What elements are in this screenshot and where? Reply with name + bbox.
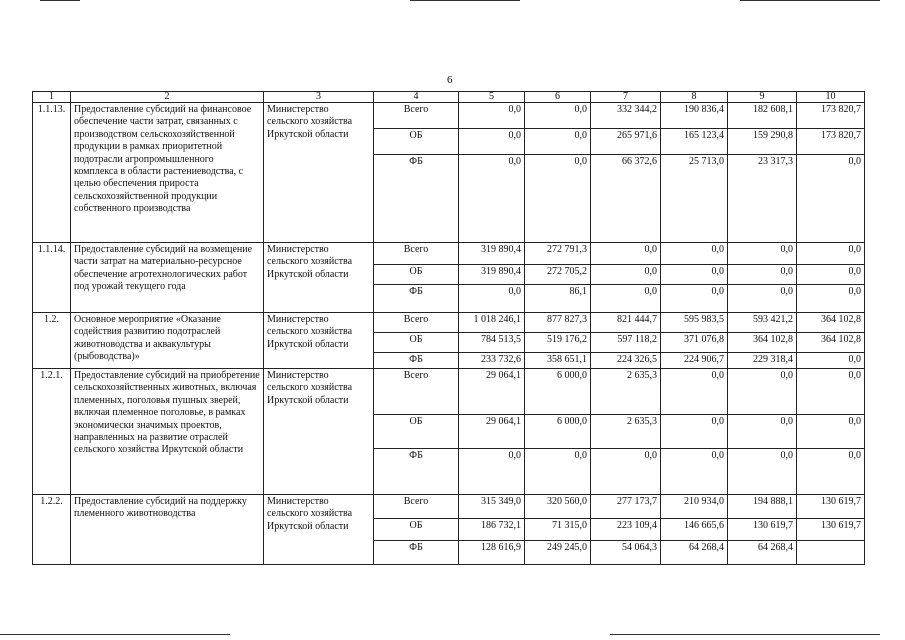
amount-cell: 0,0 bbox=[661, 369, 728, 415]
item-code: 1.2.1. bbox=[33, 369, 71, 495]
amount-cell: 265 971,6 bbox=[591, 129, 661, 155]
table-row bbox=[33, 243, 865, 265]
amount-cell: 130 619,7 bbox=[797, 495, 865, 519]
amount-cell: 224 906,7 bbox=[661, 353, 728, 369]
amount-cell: 0,0 bbox=[728, 369, 797, 415]
column-number: 4 bbox=[374, 92, 459, 103]
funding-source: Всего bbox=[374, 495, 459, 519]
scan-artifact-top-left bbox=[40, 0, 80, 1]
amount-cell: 0,0 bbox=[797, 285, 865, 313]
amount-cell: 597 118,2 bbox=[591, 333, 661, 353]
amount-cell: 319 890,4 bbox=[459, 265, 525, 285]
amount-cell: 0,0 bbox=[728, 415, 797, 449]
item-code: 1.2.2. bbox=[33, 495, 71, 565]
column-number: 10 bbox=[797, 92, 865, 103]
amount-cell: 159 290,8 bbox=[728, 129, 797, 155]
amount-cell: 358 651,1 bbox=[525, 353, 591, 369]
item-name: Основное мероприятие «Оказание содействия развитию подотраслей животноводства и аквакультуры (рыбоводства)» bbox=[71, 313, 264, 369]
amount-cell: 0,0 bbox=[797, 415, 865, 449]
amount-cell: 364 102,8 bbox=[797, 313, 865, 333]
item-name: Предоставление субсидий на поддержку племенного животноводства bbox=[71, 495, 264, 565]
funding-source: ОБ bbox=[374, 333, 459, 353]
amount-cell: 0,0 bbox=[661, 415, 728, 449]
scan-artifact-top-mid bbox=[410, 0, 520, 1]
amount-cell: 6 000,0 bbox=[525, 369, 591, 415]
funding-source: ОБ bbox=[374, 265, 459, 285]
amount-cell: 0,0 bbox=[728, 449, 797, 495]
item-name: Предоставление субсидий на финансовое обеспечение части затрат, связанных с производством сельскохозяйственной продукции в рамках приоритетной подотрасли агропромышленного комплекса в области растениеводства, с целью обеспечения прироста сельскохозяйственной продукции собственного производства bbox=[71, 103, 264, 243]
table-row bbox=[33, 369, 865, 415]
amount-cell: 272 791,3 bbox=[525, 243, 591, 265]
amount-cell: 224 326,5 bbox=[591, 353, 661, 369]
amount-cell bbox=[797, 541, 865, 565]
amount-cell: 165 123,4 bbox=[661, 129, 728, 155]
budget-table bbox=[32, 91, 865, 565]
scan-artifact-bottom-left bbox=[0, 634, 230, 635]
amount-cell: 223 109,4 bbox=[591, 519, 661, 541]
amount-cell: 0,0 bbox=[459, 449, 525, 495]
responsible-executor: Министерство сельского хозяйства Иркутской области bbox=[264, 103, 374, 243]
amount-cell: 2 635,3 bbox=[591, 369, 661, 415]
column-number: 1 bbox=[33, 92, 71, 103]
amount-cell: 0,0 bbox=[728, 243, 797, 265]
amount-cell: 0,0 bbox=[525, 103, 591, 129]
item-name: Предоставление субсидий на приобретение сельскохозяйственных животных, включая племенных, поголовья пушных зверей, включая племенное поголовье, в рамках экономически значимых проектов, направленных на развитие отраслей сельского хозяйства Иркутской области bbox=[71, 369, 264, 495]
column-number: 5 bbox=[459, 92, 525, 103]
amount-cell: 173 820,7 bbox=[797, 129, 865, 155]
funding-source: ОБ bbox=[374, 519, 459, 541]
column-number: 2 bbox=[71, 92, 264, 103]
amount-cell: 0,0 bbox=[591, 265, 661, 285]
amount-cell: 0,0 bbox=[728, 265, 797, 285]
amount-cell: 0,0 bbox=[797, 353, 865, 369]
amount-cell: 249 245,0 bbox=[525, 541, 591, 565]
amount-cell: 319 890,4 bbox=[459, 243, 525, 265]
amount-cell: 277 173,7 bbox=[591, 495, 661, 519]
amount-cell: 130 619,7 bbox=[728, 519, 797, 541]
amount-cell: 0,0 bbox=[525, 155, 591, 243]
amount-cell: 320 560,0 bbox=[525, 495, 591, 519]
column-number-row bbox=[33, 92, 865, 103]
amount-cell: 71 315,0 bbox=[525, 519, 591, 541]
column-number: 9 bbox=[728, 92, 797, 103]
amount-cell: 64 268,4 bbox=[661, 541, 728, 565]
amount-cell: 86,1 bbox=[525, 285, 591, 313]
amount-cell: 0,0 bbox=[797, 155, 865, 243]
funding-source: Всего bbox=[374, 103, 459, 129]
amount-cell: 0,0 bbox=[797, 265, 865, 285]
amount-cell: 0,0 bbox=[797, 369, 865, 415]
amount-cell: 0,0 bbox=[591, 449, 661, 495]
responsible-executor: Министерство сельского хозяйства Иркутской области bbox=[264, 495, 374, 565]
page-number: 6 bbox=[447, 74, 453, 86]
table-row bbox=[33, 103, 865, 129]
column-number: 8 bbox=[661, 92, 728, 103]
table-row bbox=[33, 313, 865, 333]
amount-cell: 29 064,1 bbox=[459, 369, 525, 415]
funding-source: ФБ bbox=[374, 353, 459, 369]
amount-cell: 0,0 bbox=[661, 449, 728, 495]
amount-cell: 364 102,8 bbox=[797, 333, 865, 353]
amount-cell: 595 983,5 bbox=[661, 313, 728, 333]
amount-cell: 593 421,2 bbox=[728, 313, 797, 333]
item-code: 1.2. bbox=[33, 313, 71, 369]
amount-cell: 1 018 246,1 bbox=[459, 313, 525, 333]
funding-source: ФБ bbox=[374, 155, 459, 243]
amount-cell: 194 888,1 bbox=[728, 495, 797, 519]
funding-source: Всего bbox=[374, 369, 459, 415]
funding-source: ОБ bbox=[374, 415, 459, 449]
amount-cell: 0,0 bbox=[459, 103, 525, 129]
funding-source: ФБ bbox=[374, 541, 459, 565]
amount-cell: 0,0 bbox=[525, 129, 591, 155]
amount-cell: 315 349,0 bbox=[459, 495, 525, 519]
amount-cell: 233 732,6 bbox=[459, 353, 525, 369]
item-name: Предоставление субсидий на возмещение части затрат на материально-ресурсное обеспечение агротехнологических работ под урожай текущего года bbox=[71, 243, 264, 313]
amount-cell: 0,0 bbox=[525, 449, 591, 495]
column-number: 7 bbox=[591, 92, 661, 103]
amount-cell: 25 713,0 bbox=[661, 155, 728, 243]
amount-cell: 0,0 bbox=[661, 265, 728, 285]
amount-cell: 0,0 bbox=[459, 129, 525, 155]
amount-cell: 54 064,3 bbox=[591, 541, 661, 565]
amount-cell: 0,0 bbox=[797, 449, 865, 495]
amount-cell: 0,0 bbox=[591, 243, 661, 265]
amount-cell: 130 619,7 bbox=[797, 519, 865, 541]
funding-source: ОБ bbox=[374, 129, 459, 155]
amount-cell: 821 444,7 bbox=[591, 313, 661, 333]
amount-cell: 519 176,2 bbox=[525, 333, 591, 353]
amount-cell: 23 317,3 bbox=[728, 155, 797, 243]
amount-cell: 364 102,8 bbox=[728, 333, 797, 353]
amount-cell: 64 268,4 bbox=[728, 541, 797, 565]
amount-cell: 332 344,2 bbox=[591, 103, 661, 129]
amount-cell: 371 076,8 bbox=[661, 333, 728, 353]
scan-artifact-top-right bbox=[740, 0, 880, 1]
responsible-executor: Министерство сельского хозяйства Иркутской области bbox=[264, 313, 374, 369]
amount-cell: 0,0 bbox=[661, 285, 728, 313]
amount-cell: 6 000,0 bbox=[525, 415, 591, 449]
funding-source: ФБ bbox=[374, 285, 459, 313]
scan-artifact-bottom-right bbox=[610, 634, 880, 635]
amount-cell: 272 705,2 bbox=[525, 265, 591, 285]
column-number: 6 bbox=[525, 92, 591, 103]
amount-cell: 0,0 bbox=[797, 243, 865, 265]
funding-source: ФБ bbox=[374, 449, 459, 495]
amount-cell: 210 934,0 bbox=[661, 495, 728, 519]
table-row bbox=[33, 495, 865, 519]
amount-cell: 229 318,4 bbox=[728, 353, 797, 369]
amount-cell: 2 635,3 bbox=[591, 415, 661, 449]
amount-cell: 190 836,4 bbox=[661, 103, 728, 129]
funding-source: Всего bbox=[374, 313, 459, 333]
amount-cell: 128 616,9 bbox=[459, 541, 525, 565]
item-code: 1.1.14. bbox=[33, 243, 71, 313]
amount-cell: 186 732,1 bbox=[459, 519, 525, 541]
responsible-executor: Министерство сельского хозяйства Иркутской области bbox=[264, 243, 374, 313]
amount-cell: 0,0 bbox=[661, 243, 728, 265]
amount-cell: 146 665,6 bbox=[661, 519, 728, 541]
amount-cell: 66 372,6 bbox=[591, 155, 661, 243]
amount-cell: 0,0 bbox=[591, 285, 661, 313]
funding-source: Всего bbox=[374, 243, 459, 265]
responsible-executor: Министерство сельского хозяйства Иркутской области bbox=[264, 369, 374, 495]
amount-cell: 877 827,3 bbox=[525, 313, 591, 333]
amount-cell: 0,0 bbox=[728, 285, 797, 313]
amount-cell: 0,0 bbox=[459, 285, 525, 313]
item-code: 1.1.13. bbox=[33, 103, 71, 243]
amount-cell: 29 064,1 bbox=[459, 415, 525, 449]
amount-cell: 173 820,7 bbox=[797, 103, 865, 129]
column-number: 3 bbox=[264, 92, 374, 103]
amount-cell: 0,0 bbox=[459, 155, 525, 243]
amount-cell: 784 513,5 bbox=[459, 333, 525, 353]
amount-cell: 182 608,1 bbox=[728, 103, 797, 129]
